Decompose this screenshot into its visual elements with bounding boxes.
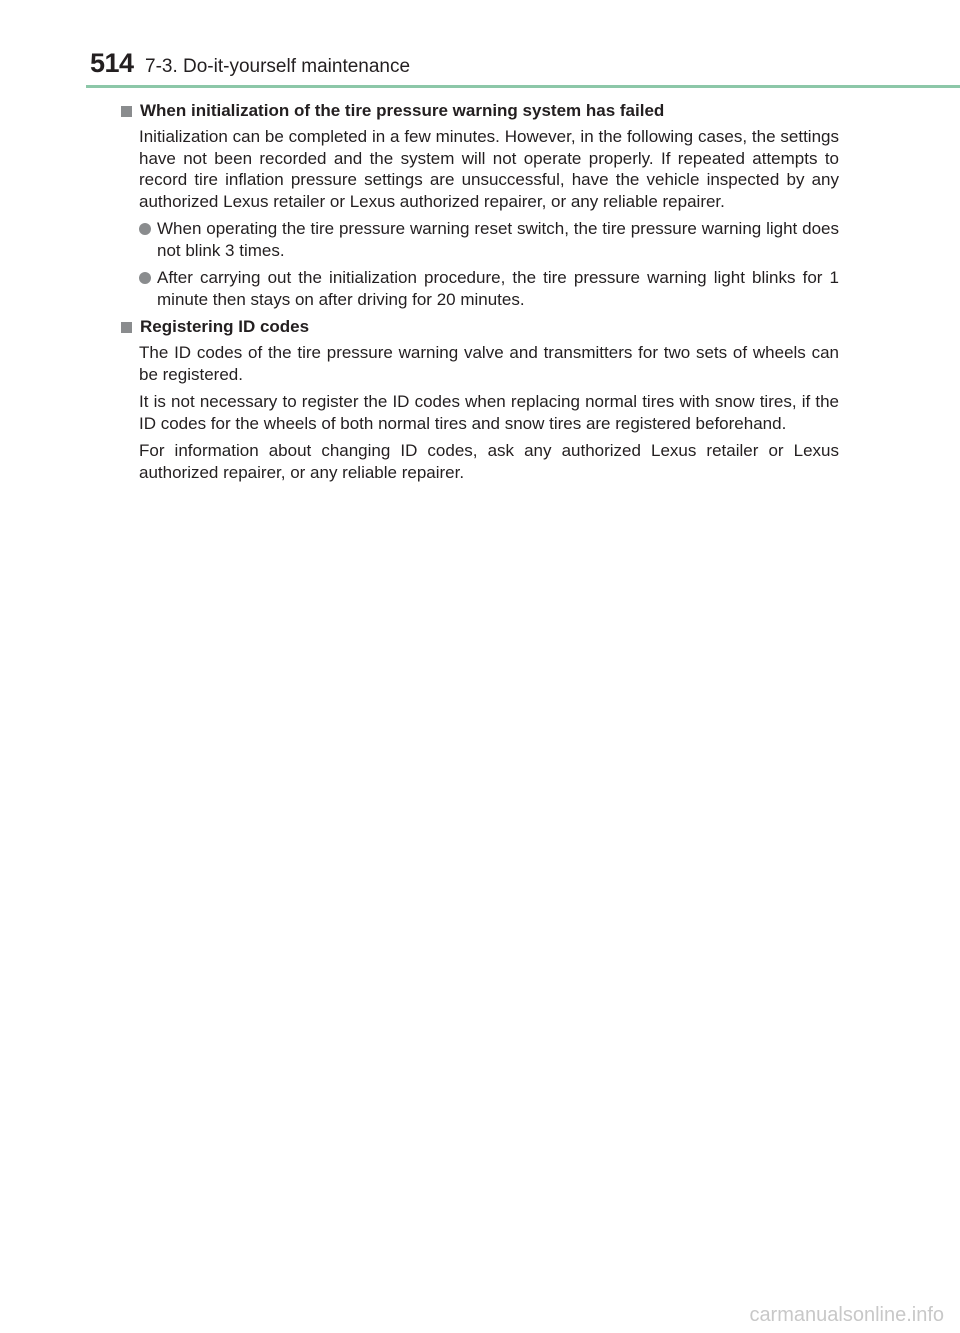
square-bullet-icon — [121, 322, 132, 333]
subsection-heading — [121, 100, 839, 122]
subsection-heading-text: Registering ID codes — [140, 317, 310, 336]
paragraph: Initialization can be completed in a few minutes. However, in the following cases, the settings have not been recorded and the system will not operate properly. If repeated attempts to record tire inflation pressure settings are unsuccessful, have the vehicle inspected by any authorized Lexus retailer or Lexus authorized repairer, or any reliable repairer. — [139, 127, 839, 211]
subsection-heading — [121, 316, 839, 338]
subsection-heading-text: When initialization of the tire pressure warning system has failed — [140, 101, 665, 120]
paragraph: For information about changing ID codes, ask any authorized Lexus retailer or Lexus authorized repairer, or any reliable repairer. — [139, 441, 839, 482]
square-bullet-icon — [121, 106, 132, 117]
list-item-text: When operating the tire pressure warning reset switch, the tire pressure warning light does not blink 3 times. — [157, 219, 839, 260]
watermark: carmanualsonline.info — [749, 1304, 944, 1326]
main-content — [121, 100, 839, 489]
page-header — [0, 0, 960, 88]
section-title: 7-3. Do-it-yourself maintenance — [145, 56, 411, 77]
list-item-text: After carrying out the initialization procedure, the tire pressure warning light blinks for 1 minute then stays on after driving for 20 minutes. — [157, 268, 839, 309]
circle-bullet-icon — [139, 272, 151, 284]
circle-bullet-icon — [139, 223, 151, 235]
paragraph: It is not necessary to register the ID codes when replacing normal tires with snow tires, if the ID codes for the wheels of both normal tires and snow tires are registered beforehand. — [139, 392, 839, 433]
page-number: 514 — [90, 48, 134, 78]
list-item — [139, 218, 839, 261]
list-item — [139, 267, 839, 310]
subsection-registering-id-codes — [121, 316, 839, 483]
subsection-initialization-failed — [121, 100, 839, 310]
paragraph: The ID codes of the tire pressure warning valve and transmitters for two sets of wheels can be registered. — [139, 343, 839, 384]
header-divider — [86, 85, 960, 88]
